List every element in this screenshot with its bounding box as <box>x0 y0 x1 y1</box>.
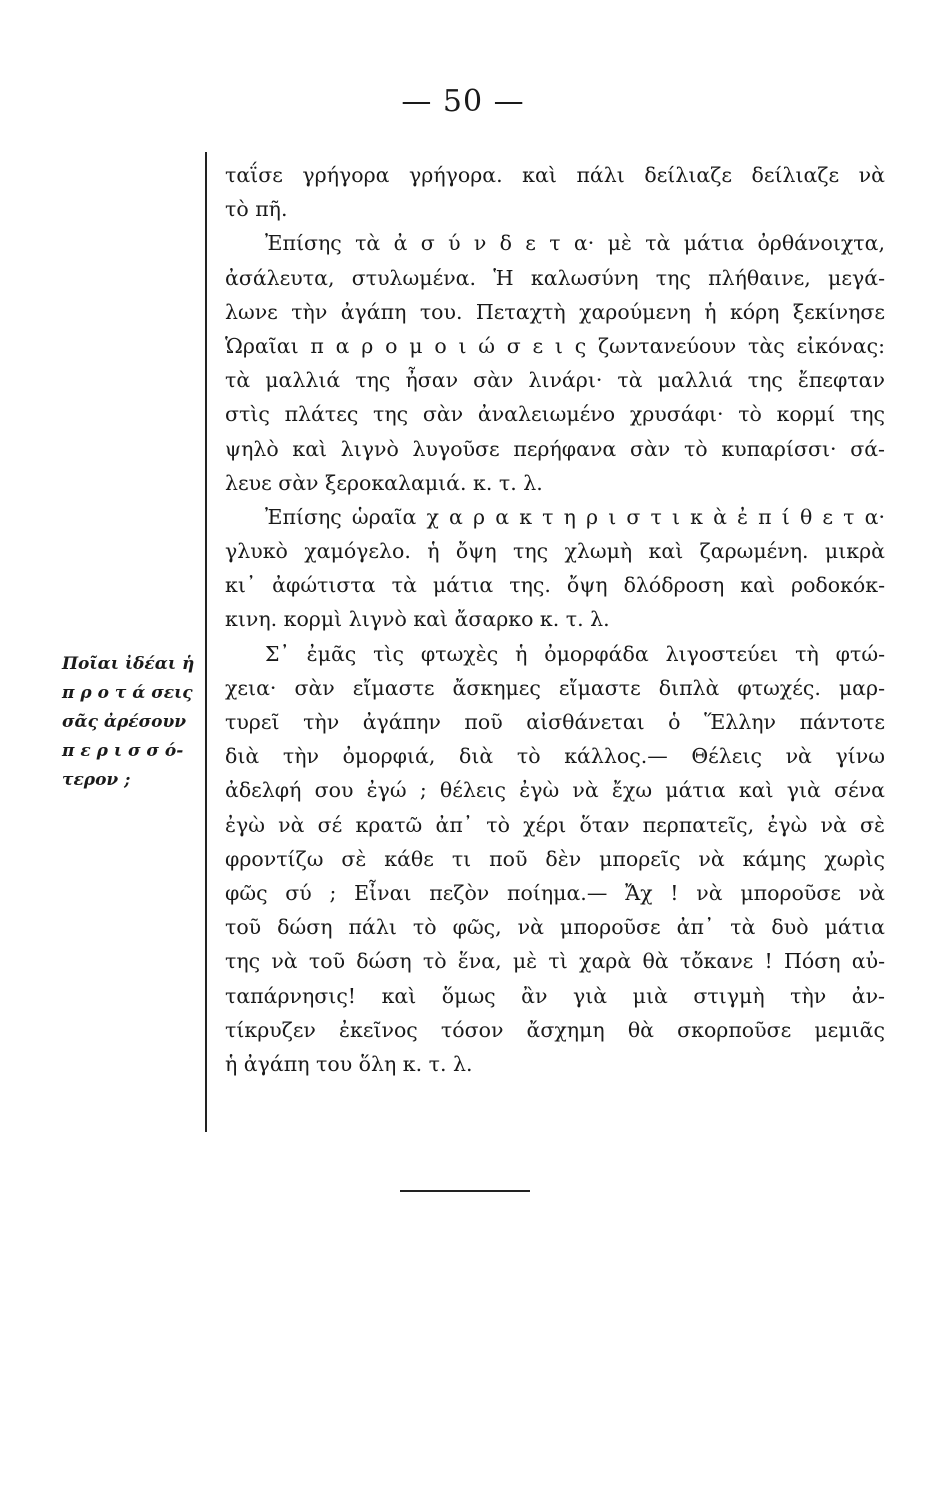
end-rule <box>400 1190 530 1192</box>
text-line: διὰ τὴν ὀμορφιά, διὰ τὸ κάλλος.— Θέλεις νὰ γίνω <box>225 744 885 769</box>
text-line: ἀσάλευτα, στυλωμένα. Ἡ καλωσύνη της πλήθαινε, μεγά- <box>225 265 885 290</box>
text-line: ταΐσε γρήγορα γρήγορα. καὶ πάλι δείλιαζε δείλιαζε νὰ <box>225 163 885 187</box>
text-line: τὰ μαλλιά της ἦσαν σὰν λινάρι· τὰ μαλλιά της ἔπεφταν <box>225 368 885 393</box>
text-line: φροντίζω σὲ κάθε τι ποῦ δὲν μπορεῖς νὰ κάμης χωρὶς <box>225 846 885 871</box>
text-line: ἡ ἀγάπη του ὅλη κ. τ. λ. <box>225 1051 473 1076</box>
margin-note-line: σᾶς ἀρέσουν <box>62 712 187 732</box>
margin-note-line: π ρ ο τ ά σεις <box>62 683 193 703</box>
text-line: Ἐπίσης ὡραῖα χ α ρ α κ τ η ρ ι σ τ ι κ ὰ ἐ π ί θ ε τ α· <box>265 504 885 529</box>
text-line: ἐγὼ νὰ σέ κρατῶ ἀπ᾿ τὸ χέρι ὅταν περπατεῖς, ἐγὼ νὰ σὲ <box>225 812 885 837</box>
text-line: γλυκὸ χαμόγελο. ἡ ὄψη της χλωμὴ καὶ ζαρωμένη. μικρὰ <box>225 539 885 564</box>
text-line: Σ᾿ ἐμᾶς τὶς φτωχὲς ἡ ὀμορφάδα λιγοστεύει τὴ φτώ- <box>265 641 885 666</box>
text-line: της νὰ τοῦ δώση τὸ ἕνα, μὲ τὶ χαρὰ θὰ τὄκανε ! Πόση αὐ- <box>225 949 885 974</box>
text-line: ἀδελφή σου ἐγώ ; θέλεις ἐγὼ νὰ ἔχω μάτια καὶ γιὰ σένα <box>225 778 885 803</box>
text-line: τυρεῖ τὴν ἀγάπην ποῦ αἰσθάνεται ὁ Ἕλλην πάντοτε <box>225 710 885 734</box>
text-line: Ἐπίσης τὰ ἀ σ ύ ν δ ε τ α· μὲ τὰ μάτια ὀρθάνοιχτα, <box>265 231 885 256</box>
text-line: ταπάρνησις! καὶ ὅμως ἂν γιὰ μιὰ στιγμὴ τὴν ἀν- <box>225 983 885 1008</box>
text-line: τίκρυζεν ἐκεῖνος τόσον ἄσχημη θὰ σκορποῦσε μεμιᾶς <box>225 1017 885 1042</box>
text-line: τοῦ δώση πάλι τὸ φῶς, νὰ μποροῦσε ἀπ᾿ τὰ δυὸ μάτια <box>225 915 885 940</box>
page-number: — 50 — <box>401 84 525 119</box>
text-line: φῶς σύ ; Εἶναι πεζὸν ποίημα.— Ἄχ ! νὰ μποροῦσε νὰ <box>225 880 885 905</box>
margin-note <box>62 650 202 795</box>
text-line: τὸ πῆ. <box>225 197 288 222</box>
text-line: λωνε τὴν ἀγάπη του. Πεταχτὴ χαρούμενη ἡ κόρη ξεκίνησε <box>225 299 885 324</box>
text-line: χεια· σὰν εἴμαστε ἄσκημες εἴμαστε διπλὰ φτωχές. μαρ- <box>225 675 885 700</box>
margin-note-line: Ποῖαι ἰδέαι ἡ <box>62 654 195 674</box>
text-line: λευε σὰν ξεροκαλαμιά. κ. τ. λ. <box>225 470 543 495</box>
text-line: ψηλὸ καὶ λιγνὸ λυγοῦσε περήφανα σὰν τὸ κυπαρίσσι· σά- <box>225 436 885 461</box>
margin-note-line: π ε ρ ι σ σ ό- <box>62 741 184 761</box>
body-text <box>225 158 885 1081</box>
text-line: κι᾿ ἀφώτιστα τὰ μάτια της. ὄψη δλόδροση καὶ ροδοκόκ- <box>225 573 885 598</box>
text-line: Ὡραῖαι π α ρ ο μ ο ι ώ σ ε ι ς ζωντανεύουν τὰς εἰκόνας: <box>225 333 885 358</box>
margin-rule <box>205 152 207 1132</box>
text-line: κινη. κορμὶ λιγνὸ καὶ ἄσαρκο κ. τ. λ. <box>225 607 610 632</box>
text-line: στὶς πλάτες της σὰν ἀναλειωμένο χρυσάφι· τὸ κορμί της <box>225 402 885 427</box>
margin-note-line: τερον ; <box>62 770 131 790</box>
